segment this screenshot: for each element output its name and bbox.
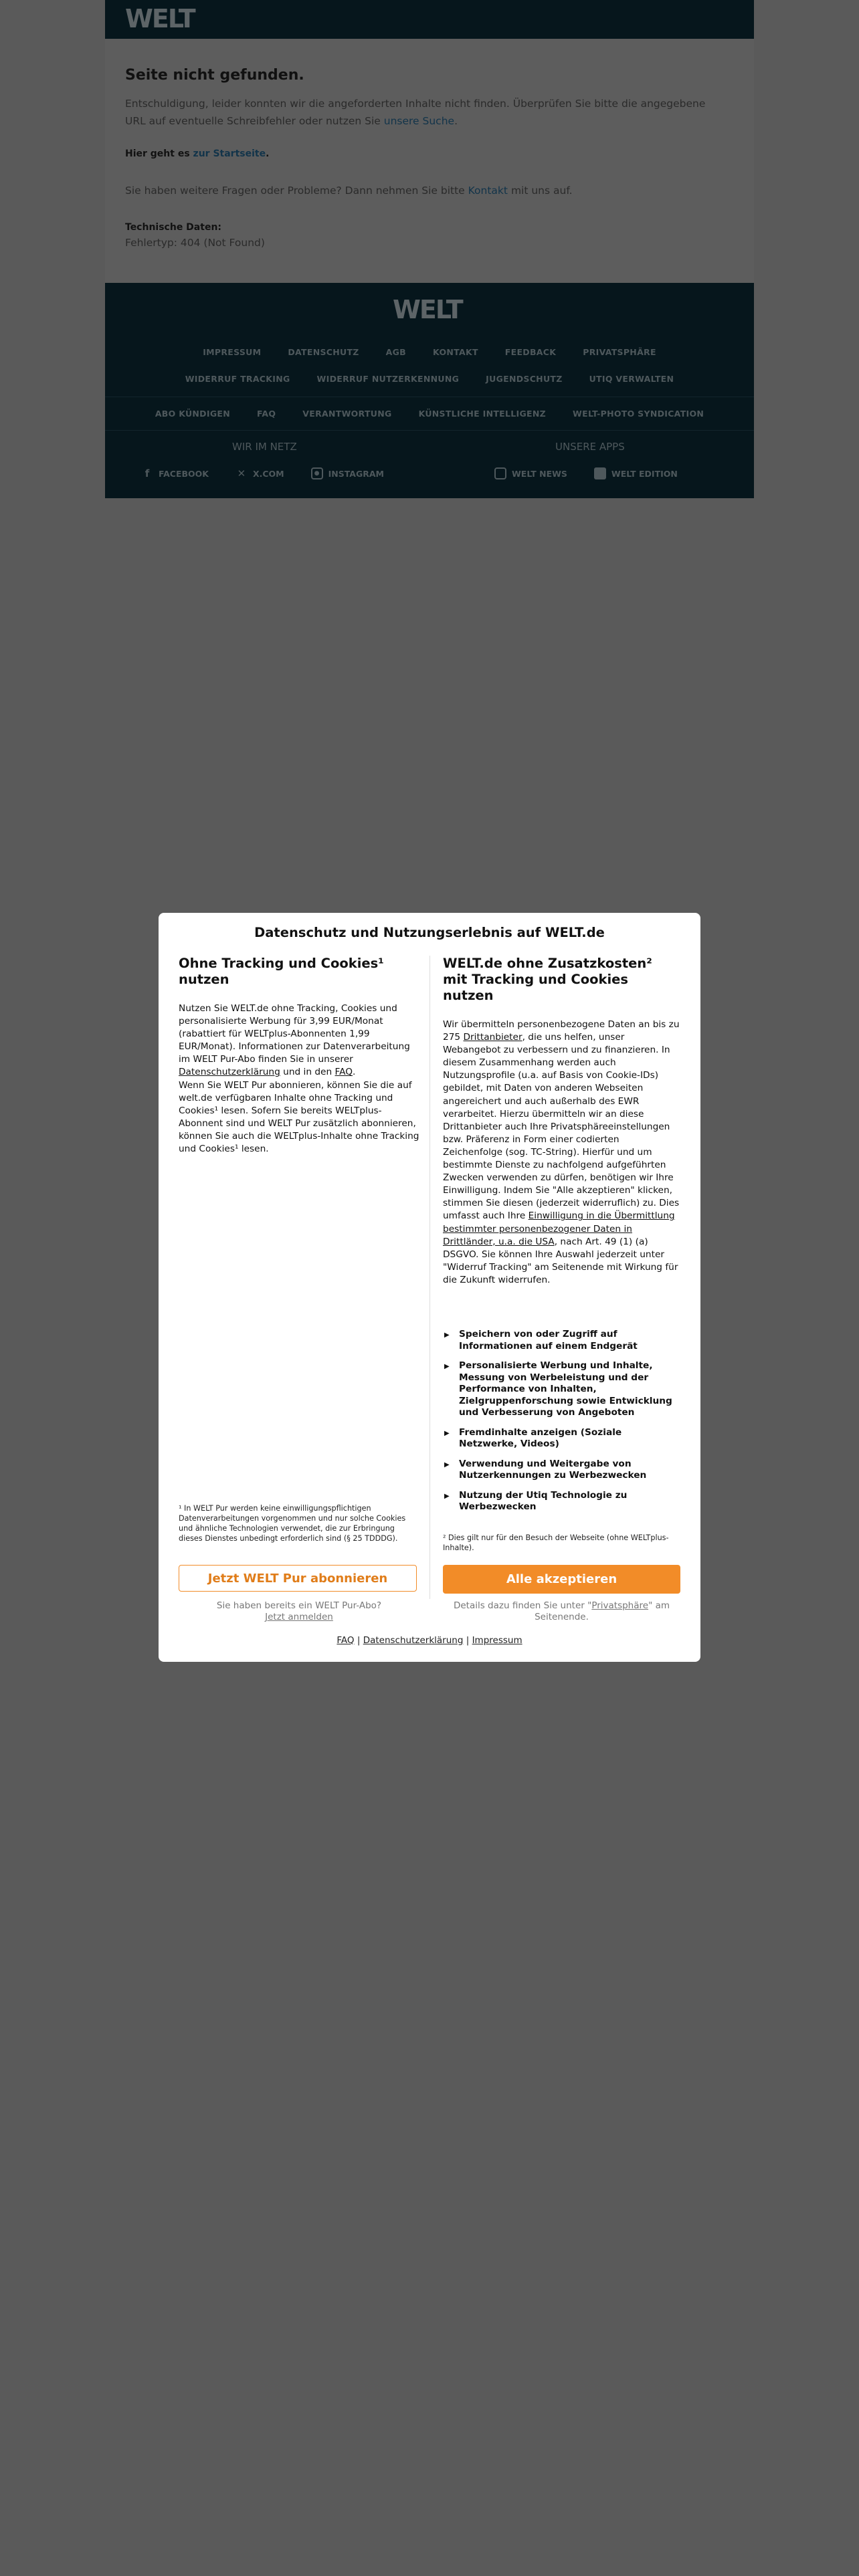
tech-label: Technische Daten:: [125, 222, 222, 233]
contact-link[interactable]: Kontakt: [468, 185, 508, 197]
contact-suffix: mit uns auf.: [510, 185, 573, 197]
home-prefix: Hier geht es: [125, 148, 190, 159]
third-party-link[interactable]: Drittanbieter: [463, 1032, 522, 1043]
tracking-heading: WELT.de ohne Zusatzkosten² mit Tracking und Cookies nutzen: [443, 956, 652, 1003]
consent-imprint-link[interactable]: Impressum: [472, 1635, 522, 1646]
footer-link-faq[interactable]: FAQ: [256, 409, 276, 419]
footer-link-agb[interactable]: AGB: [385, 347, 407, 357]
tracking-text-2: , die uns helfen, unser Webangebot zu verbessern und zu finanzieren. In diesem Zusammenhang werden auch Nutzungsprofile (u.a. auf Basis von Cookie-IDs) gebildet, mit Daten von anderen Webseiten angereichert und auch außerhalb des EWR verarbeitet. Hierzu übermitteln wir an diese Drittanbieter auch Ihre Privatsphäreeinstellungen bzw. Präferenz in Form einer codierten Zeichenfolge (sog. TC-String). Hierfür und um bestimmte Dienste zu nachfolgend aufgeführten Zwecken verwenden zu dürfen, benötigen wir Ihre Einwilligung. Indem Sie "Alle akzeptieren" klicken, stimmen Sie diesen (jederzeit widerruflich) zu. Dies umfasst auch Ihre: [443, 1032, 680, 1222]
consent-option-pur: [179, 956, 419, 1156]
login-link[interactable]: Jetzt anmelden: [265, 1612, 333, 1622]
consent-title: Datenschutz und Nutzungserlebnis auf WELT.de: [254, 925, 605, 940]
tracking-text-3: , nach Art. 49 (1) (a) DSGVO. Sie können Ihre Auswahl jederzeit unter "Widerruf Tracking" am Seitenende mit Wirkung für die Zukunft widerrufen.: [443, 1236, 678, 1285]
contact-prefix: Sie haben weitere Fragen oder Probleme? Dann nehmen Sie bitte: [125, 185, 465, 197]
welt-edition-app-icon: [594, 467, 606, 479]
pur-text-1: Nutzen Sie WELT.de ohne Tracking, Cookies und personalisierte Werbung für 3,99 EUR/Monat (rabattiert für WELTplus-Abonnenten 1,99 EUR/Monat). Informationen zur Datenverarbeitung im WELT Pur-Abo finden Sie in unserer: [179, 1003, 410, 1065]
pur-text-2: Wenn Sie WELT Pur abonnieren, können Sie die auf welt.de verfügbaren Inhalte ohne Tracking und Cookies¹ lesen. Sofern Sie bereits WELTplus-Abonnent sind und WELT Pur zusätzlich abonnieren, können Sie auch die WELTplus-Inhalte ohne Tracking und Cookies¹ lesen.: [179, 1079, 419, 1155]
consent-footer-links: [159, 1635, 700, 1646]
footer-link-photo-syndication[interactable]: WELT-PHOTO SYNDICATION: [573, 409, 704, 419]
site-footer: [105, 283, 754, 498]
privatsphaere-link[interactable]: Privatsphäre: [591, 1600, 649, 1611]
pur-footnote: ¹ In WELT Pur werden keine einwilligungspflichtigen Datenverarbeitungen vorgenommen und nur solche Cookies und ähnliche Technologien verwendet, die zur Erbringung dieses Dienstes unbedingt erforderlich sind (§ 25 TDDDG).: [179, 1504, 406, 1543]
consent-option-tracking: [443, 956, 680, 1287]
footer-nav-row-2: [105, 374, 754, 384]
footer-link-feedback[interactable]: FEEDBACK: [504, 347, 557, 357]
app-welt-news[interactable]: [494, 467, 567, 479]
error-text-body: Entschuldigung, leider konnten wir die angeforderten Inhalte nicht finden. Überprüfen Sie bitte die angegebene URL auf eventuelle Schreibfehler oder nutzen Sie: [125, 98, 706, 127]
footer-nav-row-1: [105, 347, 754, 357]
social-label: INSTAGRAM: [328, 468, 384, 479]
site-header: [105, 0, 754, 39]
footer-divider: [105, 430, 754, 431]
tech-value: Fehlertyp: 404 (Not Found): [125, 237, 265, 249]
purpose-item[interactable]: ▶ Verwendung und Weitergabe von Nutzerkennungen zu Werbezwecken: [443, 1459, 680, 1482]
pur-login-text: Sie haben bereits ein WELT Pur-Abo?: [216, 1600, 382, 1611]
tracking-description: [443, 1018, 680, 1287]
subscribe-pur-button[interactable]: Jetzt WELT Pur abonnieren: [179, 1565, 417, 1592]
footer-link-abo-kuendigen[interactable]: ABO KÜNDIGEN: [155, 409, 230, 419]
footer-link-impressum[interactable]: IMPRESSUM: [203, 347, 262, 357]
footer-nav-row-3: [105, 409, 754, 419]
error-title: Seite nicht gefunden.: [125, 67, 304, 84]
footer-link-kontakt[interactable]: KONTAKT: [433, 347, 478, 357]
social-x[interactable]: [235, 467, 284, 479]
purpose-item[interactable]: ▶ Speichern von oder Zugriff auf Informationen auf einem Endgerät: [443, 1329, 680, 1352]
footer-link-widerruf-nutzerkennung[interactable]: WIDERRUF NUTZERKENNUNG: [316, 374, 460, 384]
consent-dialog: [159, 913, 700, 1662]
separator: |: [466, 1635, 470, 1646]
x-icon: ✕: [237, 467, 246, 479]
search-link[interactable]: unsere Suche: [383, 115, 455, 127]
accept-all-button[interactable]: Alle akzeptieren: [443, 1565, 680, 1594]
home-line: Hier geht es zur Startseite.: [125, 148, 270, 159]
accept-note-suffix: " am Seitenende.: [535, 1600, 670, 1622]
social-heading: WIR IM NETZ: [232, 441, 297, 453]
app-links: [494, 467, 678, 479]
pur-login-note: [179, 1600, 419, 1623]
purpose-item[interactable]: ▶ Personalisierte Werbung und Inhalte, Messung von Werbeleistung und der Performance von Inhalten, Zielgruppenforschung sowie Entwicklung und Verbesserung von Angeboten: [443, 1360, 680, 1419]
faq-link[interactable]: FAQ: [335, 1067, 353, 1078]
footer-link-verantwortung[interactable]: VERANTWORTUNG: [302, 409, 392, 419]
error-text: Entschuldigung, leider konnten wir die angeforderten Inhalte nicht finden. Überprüfen Sie bitte die angegebene URL auf eventuelle Schreibfehler oder nutzen Sie unsere Suche.: [125, 98, 706, 127]
home-link[interactable]: zur Startseite: [193, 148, 266, 159]
consent-privacy-link[interactable]: Datenschutzerklärung: [363, 1635, 464, 1646]
consent-faq-link[interactable]: FAQ: [337, 1635, 355, 1646]
social-instagram[interactable]: [311, 467, 384, 479]
facebook-icon: f: [145, 467, 150, 479]
tracking-footnote: ² Dies gilt nur für den Besuch der Webseite (ohne WELTplus-Inhalte).: [443, 1533, 669, 1552]
page-background: [105, 0, 754, 498]
separator: |: [357, 1635, 361, 1646]
app-label: WELT EDITION: [611, 468, 678, 479]
footer-link-ki[interactable]: KÜNSTLICHE INTELLIGENZ: [418, 409, 547, 419]
social-label: X.COM: [252, 468, 284, 479]
apps-heading: UNSERE APPS: [555, 441, 625, 453]
social-label: FACEBOOK: [159, 468, 209, 479]
pur-text-and: und in den: [283, 1067, 332, 1078]
footer-link-privatsphaere[interactable]: PRIVATSPHÄRE: [583, 347, 656, 357]
purpose-item[interactable]: ▶ Fremdinhalte anzeigen (Soziale Netzwerke, Videos): [443, 1427, 680, 1451]
tracking-text-1: Wir übermitteln personenbezogene Daten an bis zu 275: [443, 1019, 680, 1043]
app-label: WELT NEWS: [512, 468, 567, 479]
social-facebook[interactable]: [141, 467, 209, 479]
privacy-policy-link[interactable]: Datenschutzerklärung: [179, 1067, 280, 1078]
pur-description: Nutzen Sie WELT.de ohne Tracking, Cookies und personalisierte Werbung für 3,99 EUR/Monat (rabattiert für WELTplus-Abonnenten 1,99 EUR/Monat). Informationen zur Datenverarbeitung im WELT Pur-Abo finden Sie in unserer Datenschutzerklärung und in den FAQ. Wenn Sie WELT Pur abonnieren, können Sie die auf welt.de verfügbaren Inhalte ohne Tracking und Cookies¹ lesen. Sofern Sie bereits WELTplus-Abonnent sind und WELT Pur zusätzlich abonnieren, können Sie auch die WELTplus-Inhalte ohne Tracking und Cookies¹ lesen.: [179, 1003, 419, 1155]
footer-logo[interactable]: WELT: [393, 295, 462, 324]
social-links: [141, 467, 384, 479]
welt-logo[interactable]: WELT: [125, 4, 195, 33]
footer-link-widerruf-tracking[interactable]: WIDERRUF TRACKING: [185, 374, 290, 384]
pur-heading: Ohne Tracking und Cookies¹ nutzen: [179, 956, 384, 987]
error-section: [105, 39, 754, 283]
purpose-list: [443, 1329, 680, 1521]
footer-link-utiq[interactable]: UTIQ VERWALTEN: [589, 374, 674, 384]
app-welt-edition[interactable]: [594, 467, 678, 479]
contact-line: [125, 185, 573, 197]
accept-note-prefix: Details dazu finden Sie unter ": [453, 1600, 592, 1611]
welt-news-app-icon: [494, 467, 506, 479]
footer-link-datenschutz[interactable]: DATENSCHUTZ: [288, 347, 359, 357]
purpose-item[interactable]: ▶ Nutzung der Utiq Technologie zu Werbezwecken: [443, 1490, 680, 1513]
footer-link-jugendschutz[interactable]: JUGENDSCHUTZ: [486, 374, 563, 384]
instagram-icon: ●: [311, 467, 323, 479]
accept-note: [443, 1600, 680, 1623]
third-country-transfer-link[interactable]: Einwilligung in die Übermittlung bestimmter personenbezogener Daten in Drittländer, u.a. die USA: [443, 1210, 675, 1247]
